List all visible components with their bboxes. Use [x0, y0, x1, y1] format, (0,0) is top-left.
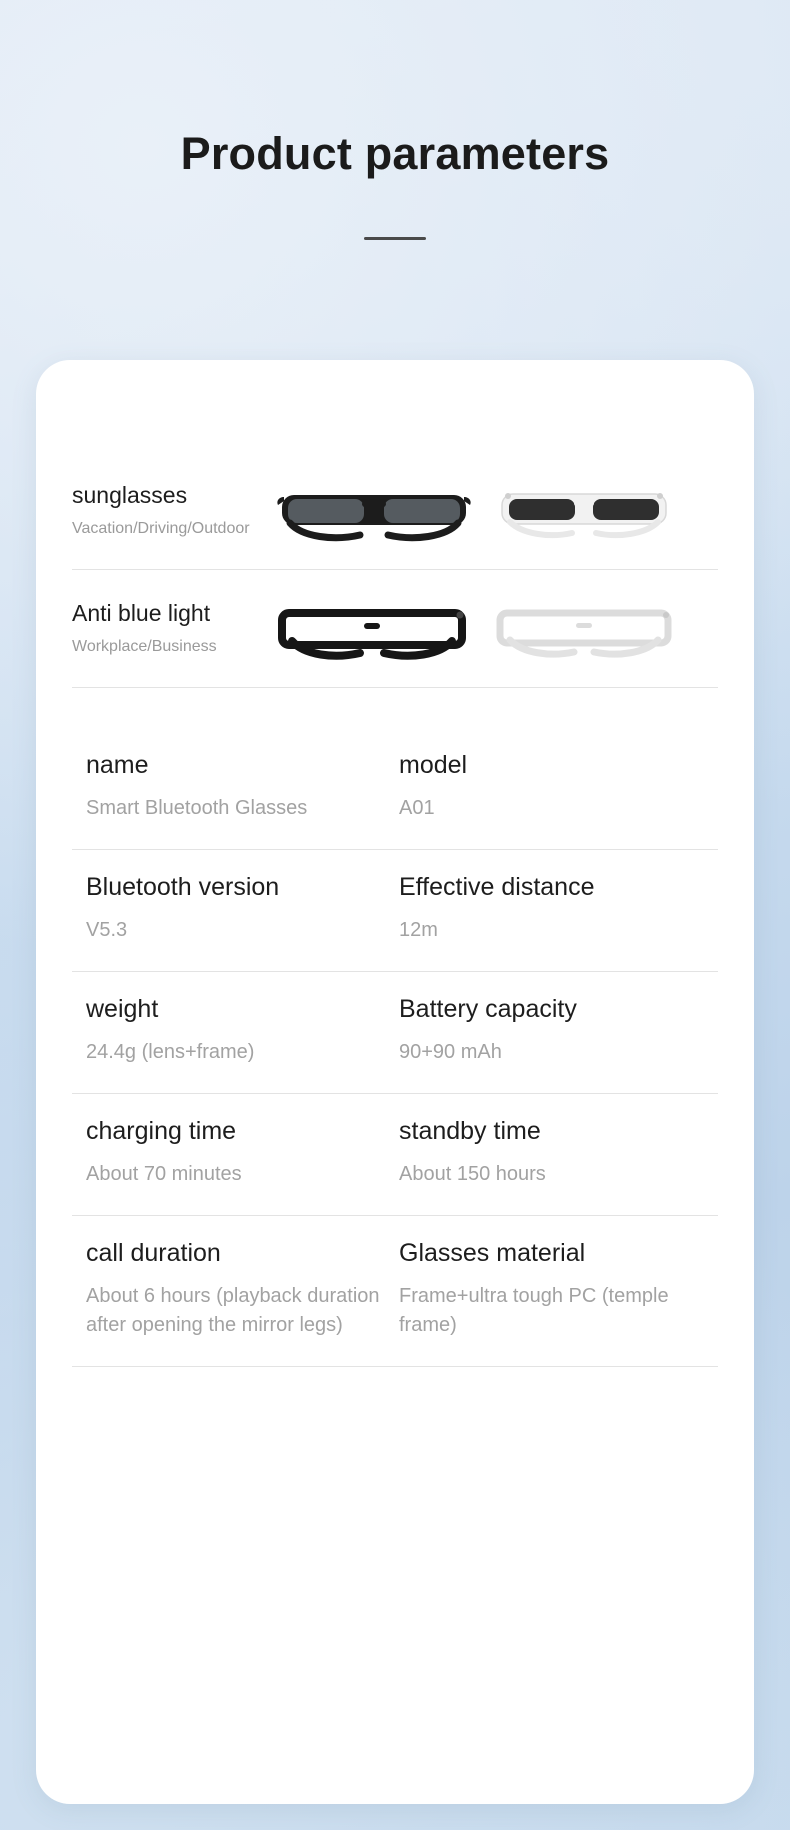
- spec-cell-weight: [72, 994, 395, 1067]
- black-sunglasses-icon: [274, 475, 474, 547]
- title-divider: [364, 237, 426, 240]
- spec-table: [72, 688, 718, 1367]
- spec-value: 90+90 mAh: [399, 1041, 502, 1063]
- spec-label: weight: [86, 995, 159, 1023]
- page-header: [0, 0, 790, 240]
- table-row: [72, 850, 718, 972]
- page-title: Product parameters: [180, 128, 610, 179]
- spec-label: standby time: [399, 1117, 541, 1145]
- product-name: sunglasses: [72, 482, 188, 509]
- product-subtitle: Vacation/Driving/Outdoor: [72, 520, 250, 538]
- spec-label: Bluetooth version: [86, 873, 280, 901]
- spec-cell-bluetooth-version: [72, 872, 395, 945]
- spec-cell-battery-capacity: [395, 994, 718, 1067]
- product-name: Anti blue light: [72, 600, 211, 627]
- spec-value: 24.4g (lens+frame): [86, 1041, 255, 1063]
- spec-label: Battery capacity: [399, 995, 577, 1023]
- black-eyeglasses-icon: [274, 595, 470, 663]
- table-row: [72, 728, 718, 850]
- product-images: [262, 475, 718, 547]
- spec-value: Smart Bluetooth Glasses: [86, 797, 308, 819]
- white-sunglasses-icon: [496, 478, 672, 544]
- white-eyeglasses-icon: [492, 597, 676, 661]
- product-subtitle: Workplace/Business: [72, 638, 217, 656]
- spec-label: call duration: [86, 1239, 221, 1267]
- spec-label: Glasses material: [399, 1239, 586, 1267]
- spec-cell-name: [72, 750, 395, 823]
- product-images: [262, 595, 718, 663]
- spec-value: About 150 hours: [399, 1163, 546, 1185]
- product-row-sunglasses: [72, 452, 718, 570]
- parameters-card: [36, 360, 754, 1804]
- spec-cell-glasses-material: [395, 1238, 718, 1340]
- spec-value: About 6 hours (playback duration after opening the mirror legs): [86, 1285, 380, 1336]
- spec-label: model: [399, 751, 468, 779]
- spec-label: name: [86, 751, 149, 779]
- spec-cell-model: [395, 750, 718, 823]
- product-row-anti-blue-light: [72, 570, 718, 688]
- table-row: [72, 1094, 718, 1216]
- table-row: [72, 972, 718, 1094]
- product-text-block: [72, 481, 262, 539]
- spec-value: 12m: [399, 919, 438, 941]
- spec-cell-charging-time: [72, 1116, 395, 1189]
- spec-cell-standby-time: [395, 1116, 718, 1189]
- spec-value: V5.3: [86, 919, 128, 941]
- spec-value: Frame+ultra tough PC (temple frame): [399, 1285, 669, 1336]
- spec-label: Effective distance: [399, 873, 595, 901]
- spec-cell-call-duration: [72, 1238, 395, 1340]
- spec-cell-effective-distance: [395, 872, 718, 945]
- product-text-block: [72, 599, 262, 657]
- spec-label: charging time: [86, 1117, 237, 1145]
- spec-value: About 70 minutes: [86, 1163, 242, 1185]
- spec-value: A01: [399, 797, 435, 819]
- table-row: [72, 1216, 718, 1367]
